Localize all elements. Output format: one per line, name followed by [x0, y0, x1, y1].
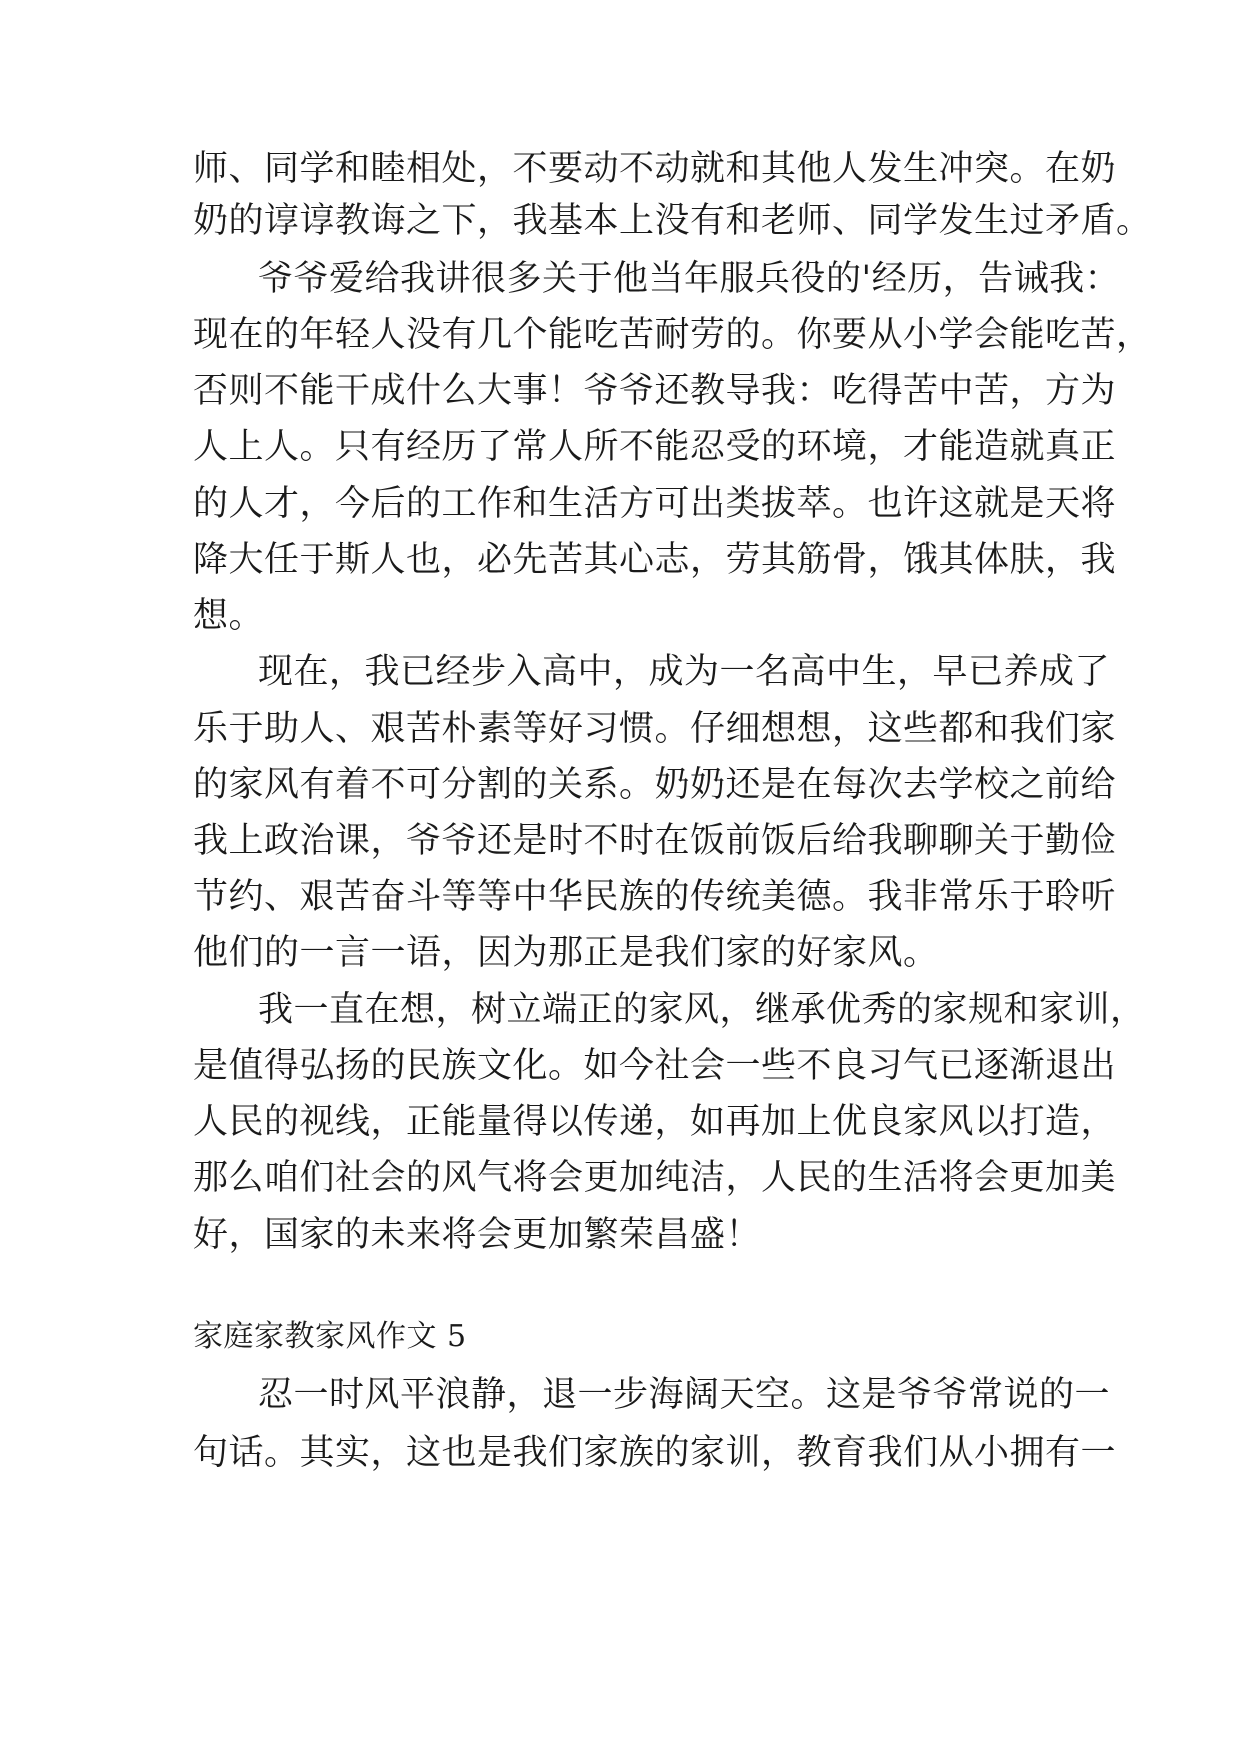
text-line: 人上人。只有经历了常人所不能忍受的环境，才能造就真正 [193, 427, 1117, 467]
text-line: 好，国家的未来将会更加繁荣昌盛！ [193, 1215, 762, 1255]
text-line: 他们的一言一语，因为那正是我们家的好家风。 [193, 933, 939, 973]
text-line: 师、同学和睦相处，不要动不动就和其他人发生冲突。在奶 [193, 149, 1117, 189]
text-line: 的家风有着不可分割的关系。奶奶还是在每次去学校之前给 [193, 765, 1117, 805]
text-line: 人民的视线，正能量得以传递，如再加上优良家风以打造， [193, 1102, 1117, 1142]
text-line: 降大任于斯人也，必先苦其心志，劳其筋骨，饿其体肤，我 [193, 540, 1117, 580]
text-line: 否则不能干成什么大事！爷爷还教导我：吃得苦中苦，方为 [193, 371, 1117, 411]
text-line: 现在的年轻人没有几个能吃苦耐劳的。你要从小学会能吃苦， [193, 315, 1152, 355]
text-line: 是值得弘扬的民族文化。如今社会一些不良习气已逐渐退出 [193, 1046, 1117, 1086]
text-line: 爷爷爱给我讲很多关于他当年服兵役的'经历，告诫我： [258, 259, 1121, 299]
section-heading: 家庭家教家风作文 5 [193, 1319, 467, 1354]
text-line: 我上政治课，爷爷还是时不时在饭前饭后给我聊聊关于勤俭 [193, 821, 1117, 861]
text-line: 忍一时风平浪静，退一步海阔天空。这是爷爷常说的一 [258, 1375, 1111, 1415]
text-line: 句话。其实，这也是我们家族的家训，教育我们从小拥有一 [193, 1433, 1117, 1473]
text-line: 现在，我已经步入高中，成为一名高中生，早已养成了 [258, 652, 1111, 692]
text-line: 那么咱们社会的风气将会更加纯洁，人民的生活将会更加美 [193, 1158, 1117, 1198]
text-line: 的人才，今后的工作和生活方可出类拔萃。也许这就是天将 [193, 484, 1117, 524]
text-line: 奶的谆谆教诲之下，我基本上没有和老师、同学发生过矛盾。 [193, 201, 1152, 241]
text-line: 乐于助人、艰苦朴素等好习惯。仔细想想，这些都和我们家 [193, 709, 1117, 749]
text-line: 我一直在想，树立端正的家风，继承优秀的家规和家训， [258, 990, 1146, 1030]
text-line: 想。 [193, 596, 265, 636]
text-line: 节约、艰苦奋斗等等中华民族的传统美德。我非常乐于聆听 [193, 877, 1117, 917]
